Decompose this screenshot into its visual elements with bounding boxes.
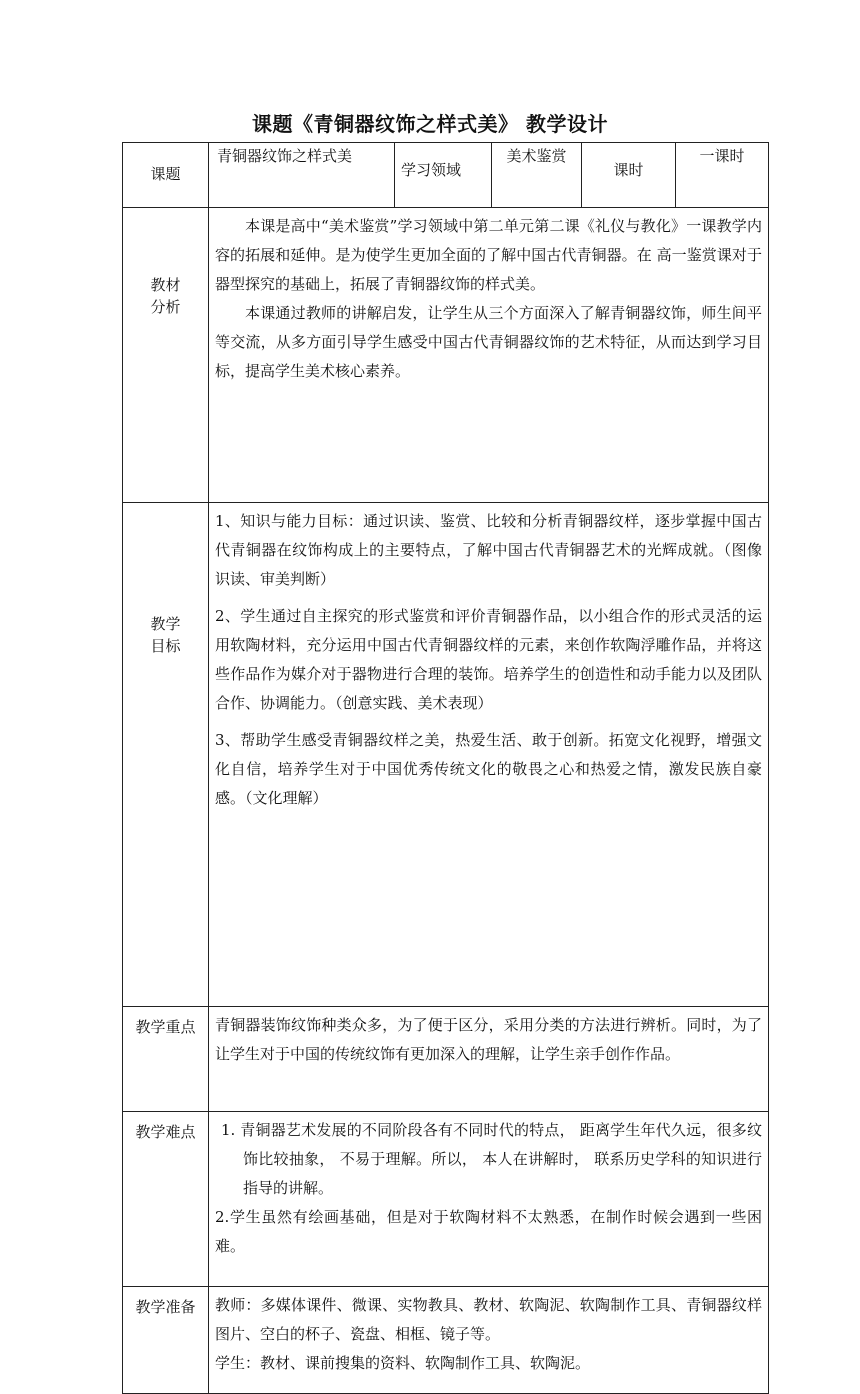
- domain-label: 学习领域: [395, 143, 492, 208]
- goal-item-3: 3、帮助学生感受青铜器纹样之美，热爱生活、敢于创新。拓宽文化视野，增强文化自信，培养学生对于中国优秀传统文化的敬畏之心和热爱之情，激发民族自豪感。（文化理解）: [215, 731, 762, 807]
- difficulty-label: 教学难点: [123, 1112, 209, 1287]
- domain-value: 美术鉴赏: [492, 143, 582, 208]
- analysis-paragraph-2: 本课通过教师的讲解启发，让学生从三个方面深入了解青铜器纹饰，师生间平等交流，从多方面引导学生感受中国古代青铜器纹饰的艺术特征，从而达到学习目标，提高学生美术核心素养。: [215, 304, 762, 380]
- focus-label: 教学重点: [123, 1007, 209, 1112]
- focus-row: [123, 1007, 769, 1112]
- analysis-label-line1: 教材: [150, 276, 181, 294]
- difficulty-item-2: 2.学生虽然有绘画基础，但是对于软陶材料不太熟悉，在制作时候会遇到一些困难。: [215, 1208, 762, 1255]
- difficulty-row: [123, 1112, 769, 1287]
- preparation-teacher: 教师：多媒体课件、微课、实物教具、教材、软陶泥、软陶制作工具、青铜器纹样图片、空白的杯子、瓷盘、相框、镜子等。: [215, 1296, 762, 1343]
- goal-item-1: 1、知识与能力目标：通过识读、鉴赏、比较和分析青铜器纹样，逐步掌握中国古代青铜器在纹饰构成上的主要特点，了解中国古代青铜器艺术的光辉成就。（图像识读、审美判断）: [215, 512, 762, 588]
- page-title: 课题《青铜器纹饰之样式美》 教学设计: [252, 112, 608, 136]
- goals-label-line2: 目标: [150, 637, 181, 655]
- goals-row: [123, 503, 769, 1007]
- analysis-paragraph-1: 本课是高中“美术鉴赏”学习领域中第二单元第二课《礼仪与教化》一课教学内容的拓展和延伸。是为使学生更加全面的了解中国古代青铜器。在 高一鉴赏课对于器型探究的基础上，拓展了青铜器纹饰的样式美。: [215, 217, 762, 293]
- goals-content: [209, 503, 769, 1007]
- difficulty-content: [209, 1112, 769, 1287]
- goal-item-2: 2、学生通过自主探究的形式鉴赏和评价青铜器作品，以小组合作的形式灵活的运用软陶材料，充分运用中国古代青铜器纹样的元素，来创作软陶浮雕作品，并将这些作品作为媒介对于器物进行合理的装饰。培养学生的创造性和动手能力以及团队合作、协调能力。（创意实践、美术表现）: [215, 607, 762, 712]
- analysis-label-line2: 分析: [150, 298, 181, 316]
- analysis-label: [123, 208, 209, 503]
- goals-label-line1: 教学: [150, 615, 181, 633]
- focus-text: 青铜器装饰纹饰种类众多，为了便于区分，采用分类的方法进行辨析。同时，为了让学生对于中国的传统纹饰有更加深入的理解，让学生亲手创作作品。: [215, 1016, 762, 1063]
- goals-label: [123, 503, 209, 1007]
- preparation-student: 学生：教材、课前搜集的资料、软陶制作工具、软陶泥。: [215, 1354, 591, 1372]
- focus-content: [209, 1007, 769, 1112]
- hours-value: 一课时: [676, 143, 769, 208]
- topic-label: 课题: [123, 143, 209, 208]
- difficulty-item-1: 1. 青铜器艺术发展的不同阶段各有不同时代的特点， 距离学生年代久远，很多纹饰比较抽象， 不易于理解。所以， 本人在讲解时， 联系历史学科的知识进行指导的讲解。: [221, 1121, 762, 1197]
- preparation-label: 教学准备: [123, 1287, 209, 1394]
- analysis-row: [123, 208, 769, 503]
- header-row: [123, 143, 769, 208]
- analysis-content: [209, 208, 769, 503]
- preparation-content: [209, 1287, 769, 1394]
- topic-value: 青铜器纹饰之样式美: [209, 143, 395, 208]
- lesson-plan-table: [122, 142, 769, 1394]
- preparation-row: [123, 1287, 769, 1394]
- hours-label: 课时: [582, 143, 676, 208]
